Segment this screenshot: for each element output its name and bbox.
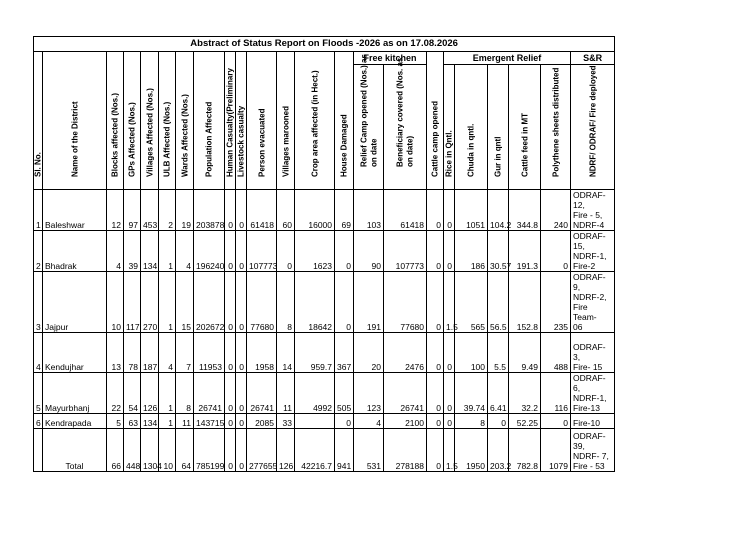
- value-cell: 344.8: [509, 190, 541, 231]
- value-cell: 0: [427, 373, 444, 414]
- value-cell: 63: [124, 414, 141, 429]
- value-cell: 0: [236, 272, 247, 333]
- value-cell: 0: [277, 231, 295, 272]
- value-cell: 97: [124, 190, 141, 231]
- col-header-label: Villages marooned: [280, 105, 290, 177]
- value-cell: 1.5: [444, 272, 455, 333]
- value-cell: 39.74: [455, 373, 488, 414]
- value-cell: 0: [427, 190, 444, 231]
- flood-status-table: [33, 36, 615, 472]
- value-cell: 0: [236, 373, 247, 414]
- district-cell: Total: [43, 429, 107, 472]
- value-cell: 1958: [247, 333, 277, 373]
- value-cell: 1304: [141, 429, 159, 472]
- value-cell: 7: [176, 333, 194, 373]
- district-cell: Kendrapada: [43, 414, 107, 429]
- value-cell: 453: [141, 190, 159, 231]
- value-cell: 11: [176, 414, 194, 429]
- deployment-line: ODRAF-3,: [573, 342, 606, 362]
- table-row: [34, 272, 615, 333]
- value-cell: 278188: [384, 429, 427, 472]
- value-cell: 488: [541, 333, 571, 373]
- value-cell: [295, 414, 335, 429]
- deployment-line: ODRAF-12,: [573, 190, 606, 210]
- col-header-label: Polythene sheets distributed: [550, 67, 560, 177]
- value-cell: 0: [236, 190, 247, 231]
- value-cell: 54: [124, 373, 141, 414]
- deployment-cell: [571, 333, 615, 373]
- col-header-10: [247, 52, 277, 190]
- col-header-21: [541, 65, 571, 190]
- col-header-label: Chuda in qntl.: [466, 123, 476, 177]
- col-header-3: [124, 52, 141, 190]
- value-cell: 0: [444, 333, 455, 373]
- deployment-line: Fire - 5,: [573, 210, 603, 220]
- value-cell: 143715: [194, 414, 225, 429]
- col-header-11: [277, 52, 295, 190]
- col-header-14: [354, 54, 384, 190]
- value-cell: 203.2: [488, 429, 509, 472]
- value-cell: 4992: [295, 373, 335, 414]
- value-cell: 61418: [247, 190, 277, 231]
- value-cell: 0: [427, 333, 444, 373]
- col-header-label: House Damaged: [339, 113, 349, 177]
- value-cell: 0: [444, 414, 455, 429]
- value-cell: 104.2: [488, 190, 509, 231]
- col-header-7: [194, 52, 225, 190]
- col-header-17: [444, 65, 455, 190]
- value-cell: 13: [107, 333, 124, 373]
- deployment-cell: [571, 231, 615, 272]
- district-cell: Mayurbhanj: [43, 373, 107, 414]
- table-row: [34, 414, 615, 429]
- col-header-label: GPs Affected (Nos.): [127, 101, 137, 177]
- value-cell: 8: [455, 414, 488, 429]
- serial-cell: 4: [34, 333, 43, 373]
- district-cell: Jajpur: [43, 272, 107, 333]
- serial-cell: 5: [34, 373, 43, 414]
- col-header-2: [107, 52, 124, 190]
- value-cell: 0: [444, 190, 455, 231]
- col-header-8: [225, 52, 236, 190]
- value-cell: 0: [335, 231, 354, 272]
- value-cell: 10: [159, 429, 176, 472]
- value-cell: 117: [124, 272, 141, 333]
- table-row: [34, 333, 615, 373]
- value-cell: 1: [159, 272, 176, 333]
- value-cell: 26741: [247, 373, 277, 414]
- value-cell: 0: [444, 373, 455, 414]
- value-cell: 69: [335, 190, 354, 231]
- value-cell: 5.5: [488, 333, 509, 373]
- value-cell: 126: [277, 429, 295, 472]
- value-cell: 134: [141, 414, 159, 429]
- col-header-12: [295, 52, 335, 190]
- value-cell: 196240: [194, 231, 225, 272]
- title-row: [34, 37, 615, 52]
- value-cell: 191: [354, 272, 384, 333]
- deployment-line: ODRAF-6,: [573, 373, 606, 393]
- value-cell: 15: [176, 272, 194, 333]
- col-header-label: Population Affected: [204, 101, 214, 177]
- col-header-label: Cattle camp opened: [430, 100, 440, 177]
- value-cell: 191.3: [509, 231, 541, 272]
- value-cell: 19: [176, 190, 194, 231]
- col-header-label: Human Casualty(Preliminary: [225, 67, 235, 177]
- value-cell: 240: [541, 190, 571, 231]
- deployment-cell: [571, 429, 615, 472]
- col-header-label: Person evacuated: [256, 108, 266, 177]
- serial-cell: 1: [34, 190, 43, 231]
- value-cell: 66: [107, 429, 124, 472]
- table-row: [34, 231, 615, 272]
- serial-cell: [34, 429, 43, 472]
- value-cell: 782.8: [509, 429, 541, 472]
- value-cell: 0: [541, 414, 571, 429]
- value-cell: 0: [225, 190, 236, 231]
- deployment-line: NDRF-4: [573, 220, 605, 230]
- col-header-label: Name of the District: [69, 100, 79, 177]
- value-cell: 18642: [295, 272, 335, 333]
- col-header-label: Livestock casualty: [236, 105, 246, 177]
- col-header-22: [571, 65, 615, 190]
- value-cell: 90: [354, 231, 384, 272]
- col-header-5: [159, 52, 176, 190]
- value-cell: 56.5: [488, 272, 509, 333]
- value-cell: 505: [335, 373, 354, 414]
- value-cell: 0: [225, 272, 236, 333]
- value-cell: 0: [225, 373, 236, 414]
- value-cell: 565: [455, 272, 488, 333]
- deployment-line: NDRF- 7,: [573, 451, 609, 461]
- value-cell: 8: [176, 373, 194, 414]
- col-header-label: Blocks affected (Nos.): [110, 92, 120, 177]
- deployment-line: Fire- 15: [573, 362, 603, 372]
- value-cell: 11953: [194, 333, 225, 373]
- value-cell: 60: [277, 190, 295, 231]
- value-cell: 10: [107, 272, 124, 333]
- value-cell: 61418: [384, 190, 427, 231]
- col-header-0: [34, 52, 43, 190]
- deployment-line: Fire-2: [573, 261, 596, 271]
- serial-cell: 3: [34, 272, 43, 333]
- value-cell: 0: [236, 414, 247, 429]
- district-cell: Baleshwar: [43, 190, 107, 231]
- deployment-line: ODRAF-39,: [573, 431, 606, 451]
- group-snr: S&R: [571, 52, 615, 65]
- status-report-sheet: [33, 36, 615, 472]
- col-header-4: [141, 52, 159, 190]
- value-cell: 1: [159, 373, 176, 414]
- report-title: Abstract of Status Report on Floods -2026 as on 17.08.2026: [34, 37, 615, 52]
- value-cell: 186: [455, 231, 488, 272]
- total-row: [34, 429, 615, 472]
- value-cell: 4: [107, 231, 124, 272]
- serial-cell: 6: [34, 414, 43, 429]
- col-header-20: [509, 65, 541, 190]
- col-header-6: [176, 52, 194, 190]
- value-cell: 959.7: [295, 333, 335, 373]
- deployment-line: ODRAF-15,: [573, 231, 606, 251]
- value-cell: 1079: [541, 429, 571, 472]
- deployment-line: 06: [573, 322, 583, 332]
- deployment-line: NDRF-2,: [573, 292, 607, 302]
- value-cell: 0: [541, 231, 571, 272]
- district-cell: Kendujhar: [43, 333, 107, 373]
- value-cell: 0: [427, 414, 444, 429]
- col-header-label: Wards Affected (Nos.): [179, 93, 189, 177]
- value-cell: 4: [354, 414, 384, 429]
- value-cell: 134: [141, 231, 159, 272]
- value-cell: 448: [124, 429, 141, 472]
- value-cell: 152.8: [509, 272, 541, 333]
- deployment-cell: [571, 190, 615, 231]
- value-cell: 20: [354, 333, 384, 373]
- group-emergent-relief: Emergent Relief: [444, 52, 571, 65]
- col-header-9: [236, 52, 247, 190]
- value-cell: 1623: [295, 231, 335, 272]
- value-cell: 12: [107, 190, 124, 231]
- deployment-line: Fire Team-: [573, 302, 597, 322]
- value-cell: 26741: [384, 373, 427, 414]
- value-cell: 107773: [384, 231, 427, 272]
- value-cell: 0: [444, 231, 455, 272]
- deployment-line: Fire - 53: [573, 461, 605, 471]
- deployment-line: Fire-13: [573, 403, 600, 413]
- value-cell: 0: [488, 414, 509, 429]
- value-cell: 39: [124, 231, 141, 272]
- value-cell: 0: [427, 272, 444, 333]
- value-cell: 30.57: [488, 231, 509, 272]
- value-cell: 2: [159, 190, 176, 231]
- col-header-label: Sl. No.: [33, 151, 43, 177]
- col-header-label: ULB Affected (Nos.): [162, 101, 172, 177]
- col-header-label: NDRF/ ODRAF/ Fire deployed: [587, 64, 597, 177]
- value-cell: 0: [427, 429, 444, 472]
- group-free-kitchen: Free kitchen: [354, 52, 427, 65]
- value-cell: 78: [124, 333, 141, 373]
- col-header-18: [455, 65, 488, 190]
- value-cell: 1: [159, 414, 176, 429]
- value-cell: 77680: [247, 272, 277, 333]
- value-cell: 270: [141, 272, 159, 333]
- value-cell: 64: [176, 429, 194, 472]
- col-header-label: Beneficiary covered (Nos. as on date): [395, 57, 414, 167]
- value-cell: 42216.7: [295, 429, 335, 472]
- value-cell: 103: [354, 190, 384, 231]
- value-cell: 203878: [194, 190, 225, 231]
- col-header-1: [43, 52, 107, 190]
- deployment-cell: [571, 373, 615, 414]
- value-cell: 0: [225, 414, 236, 429]
- value-cell: 0: [225, 429, 236, 472]
- value-cell: 77680: [384, 272, 427, 333]
- value-cell: 2085: [247, 414, 277, 429]
- value-cell: 1.5: [444, 429, 455, 472]
- col-header-19: [488, 65, 509, 190]
- value-cell: 1950: [455, 429, 488, 472]
- deployment-cell: [571, 272, 615, 333]
- table-row: [34, 190, 615, 231]
- value-cell: 22: [107, 373, 124, 414]
- col-header-label: Relief Camp opened (Nos.) as on date: [359, 54, 378, 167]
- col-header-label: Villages Affected (Nos.): [144, 87, 154, 177]
- value-cell: 4: [176, 231, 194, 272]
- col-header-16: [427, 52, 444, 190]
- deployment-line: NDRF-1,: [573, 393, 607, 403]
- value-cell: 33: [277, 414, 295, 429]
- value-cell: 0: [225, 231, 236, 272]
- value-cell: 126: [141, 373, 159, 414]
- value-cell: 123: [354, 373, 384, 414]
- value-cell: 26741: [194, 373, 225, 414]
- value-cell: 235: [541, 272, 571, 333]
- value-cell: 202672: [194, 272, 225, 333]
- col-header-label: Rice in Qntl.: [444, 129, 454, 177]
- value-cell: 116: [541, 373, 571, 414]
- value-cell: 187: [141, 333, 159, 373]
- col-header-label: Cattle feed in MT: [519, 112, 529, 177]
- deployment-cell: [571, 414, 615, 429]
- value-cell: 0: [236, 231, 247, 272]
- col-header-15: [384, 57, 427, 190]
- value-cell: 100: [455, 333, 488, 373]
- value-cell: 52.25: [509, 414, 541, 429]
- value-cell: 5: [107, 414, 124, 429]
- value-cell: 1051: [455, 190, 488, 231]
- value-cell: 0: [335, 272, 354, 333]
- value-cell: 2476: [384, 333, 427, 373]
- value-cell: 367: [335, 333, 354, 373]
- serial-cell: 2: [34, 231, 43, 272]
- value-cell: 0: [335, 414, 354, 429]
- deployment-line: Fire-10: [573, 418, 600, 428]
- value-cell: 0: [427, 231, 444, 272]
- value-cell: 6.41: [488, 373, 509, 414]
- table-row: [34, 373, 615, 414]
- value-cell: 32.2: [509, 373, 541, 414]
- deployment-line: ODRAF-9,: [573, 272, 606, 292]
- value-cell: 16000: [295, 190, 335, 231]
- value-cell: 1: [159, 231, 176, 272]
- value-cell: 9.49: [509, 333, 541, 373]
- value-cell: 8: [277, 272, 295, 333]
- value-cell: 0: [236, 333, 247, 373]
- col-header-label: Crop area affected (in Hect.): [309, 69, 319, 177]
- deployment-line: NDRF-1,: [573, 251, 607, 261]
- value-cell: 277655: [247, 429, 277, 472]
- col-header-label: Gur in qntl: [493, 136, 503, 177]
- value-cell: 531: [354, 429, 384, 472]
- value-cell: 0: [236, 429, 247, 472]
- value-cell: 0: [225, 333, 236, 373]
- value-cell: 14: [277, 333, 295, 373]
- value-cell: 941: [335, 429, 354, 472]
- value-cell: 107773: [247, 231, 277, 272]
- value-cell: 4: [159, 333, 176, 373]
- value-cell: 785199: [194, 429, 225, 472]
- col-header-13: [335, 52, 354, 190]
- value-cell: 11: [277, 373, 295, 414]
- value-cell: 2100: [384, 414, 427, 429]
- district-cell: Bhadrak: [43, 231, 107, 272]
